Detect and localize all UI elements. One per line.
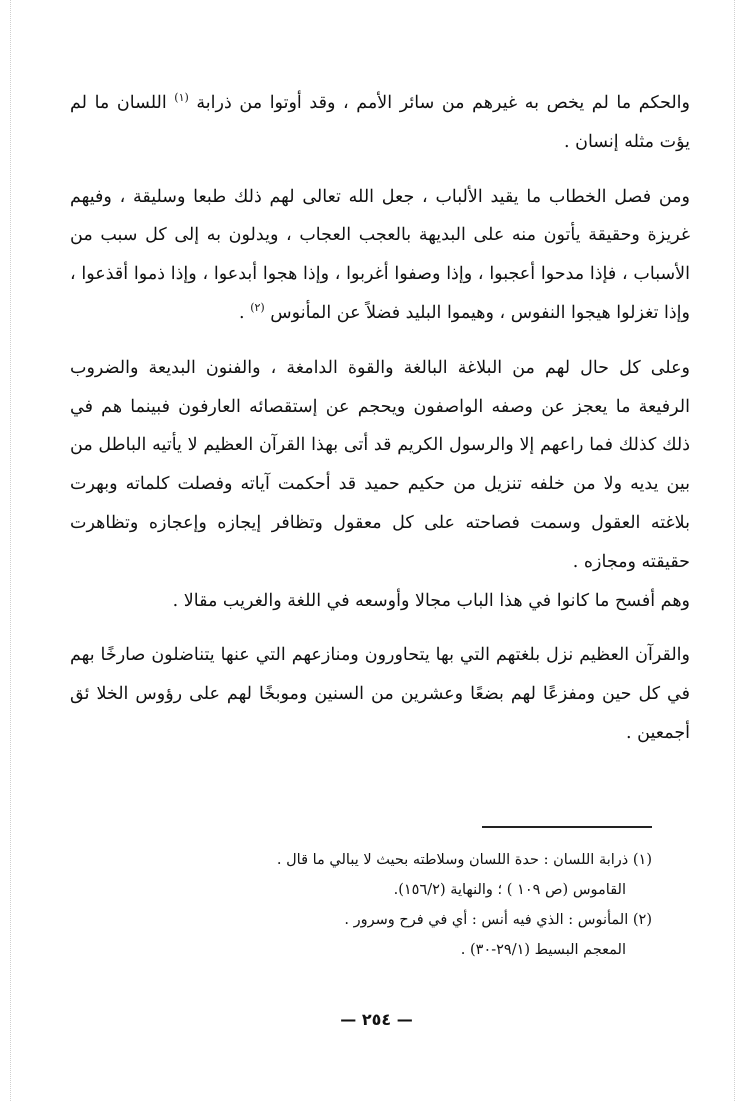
paragraph-2-after-ref: . <box>239 302 245 323</box>
paragraph-2-text: ومن فصل الخطاب ما يقيد الألباب ، جعل الله تعالى لهم ذلك طبعا وسليقة ، وفيهم غريزة وحقيقة يأتون منه على البديهة بالعجب العجاب ، ويدلون به إلى كل سبب من الأسباب ، فإذا مدحوا أعجبوا ، وإذا وصفوا أغربوا ، وإذا هجوا أبدعوا ، وإذا ذموا أقذعوا ، وإذا تغزلوا هيجوا النفوس ، وهيموا البليد فضلاً عن المأنوس <box>70 186 690 323</box>
footnote-ref-2: (٢) <box>250 301 265 315</box>
paragraph-1-after-ref: اللسان ما لم يؤت مثله إنسان . <box>70 93 690 152</box>
scan-edge-left <box>10 0 11 1101</box>
footnote-1-line-2: القاموس (ص ١٠٩ ) ؛ والنهاية (١٥٦/٢). <box>393 882 626 898</box>
footnote-separator <box>482 826 652 828</box>
footnotes <box>200 845 652 965</box>
footnote-2-text: المأنوس : الذي فيه أنس : أي في فرح وسرور . <box>344 912 629 928</box>
paragraph-1-before-ref: والحكم ما لم يخص به غيرهم من سائر الأمم ، وقد أوتوا من ذرابة <box>196 93 690 113</box>
paragraph-1 <box>70 84 690 162</box>
paragraph-2 <box>70 178 690 333</box>
footnote-2-number: (٢) <box>632 912 652 928</box>
footnote-1-line-1 <box>200 845 652 875</box>
scan-edge-right <box>734 0 735 1101</box>
page-number: — ٢٥٤ — <box>340 1010 413 1029</box>
footnote-1-text: ذرابة اللسان : حدة اللسان وسلاطته بحيث لا يبالي ما قال . <box>276 852 629 868</box>
footnote-1-number: (١) <box>632 852 652 868</box>
main-text <box>70 84 690 753</box>
paragraph-3: وعلى كل حال لهم من البلاغة البالغة والقوة الدامغة ، والفنون البديعة والضروب الرفيعة ما يعجز عن وصفه الواصفون ويحجم عن إستقصائه العارفون فبينما هم في ذلك كذلك فما راعهم إلا والرسول الكريم قد أتى بهذا القرآن العظيم لا يأتيه الباطل من بين يديه ولا من خلفه تنزيل من حكيم حميد قد أحكمت آياته وفصلت كلماته وبهرت بلاغته العقول وسمت فصاحته على كل معقول وتظافر إيجازه وإعجازه وتظاهرت حقيقته ومجازه . <box>70 357 690 572</box>
footnote-2-line-1 <box>200 905 652 935</box>
footnote-2-line-2: المعجم البسيط (٢٩/١-٣٠) . <box>460 942 626 958</box>
paragraph-4: وهم أفسح ما كانوا في هذا الباب مجالا وأوسعه في اللغة والغريب مقالا . <box>172 590 690 611</box>
paragraph-5: والقرآن العظيم نزل بلغتهم التي بها يتحاورون ومنازعهم التي عنها يتناضلون صارخًا بهم في كل حين ومفزعًا لهم بضعًا وعشرين من السنين وموبخًا لهم على رؤوس الخلا ئق أجمعين . <box>70 645 690 743</box>
footnote-ref-1: (١) <box>174 91 189 105</box>
